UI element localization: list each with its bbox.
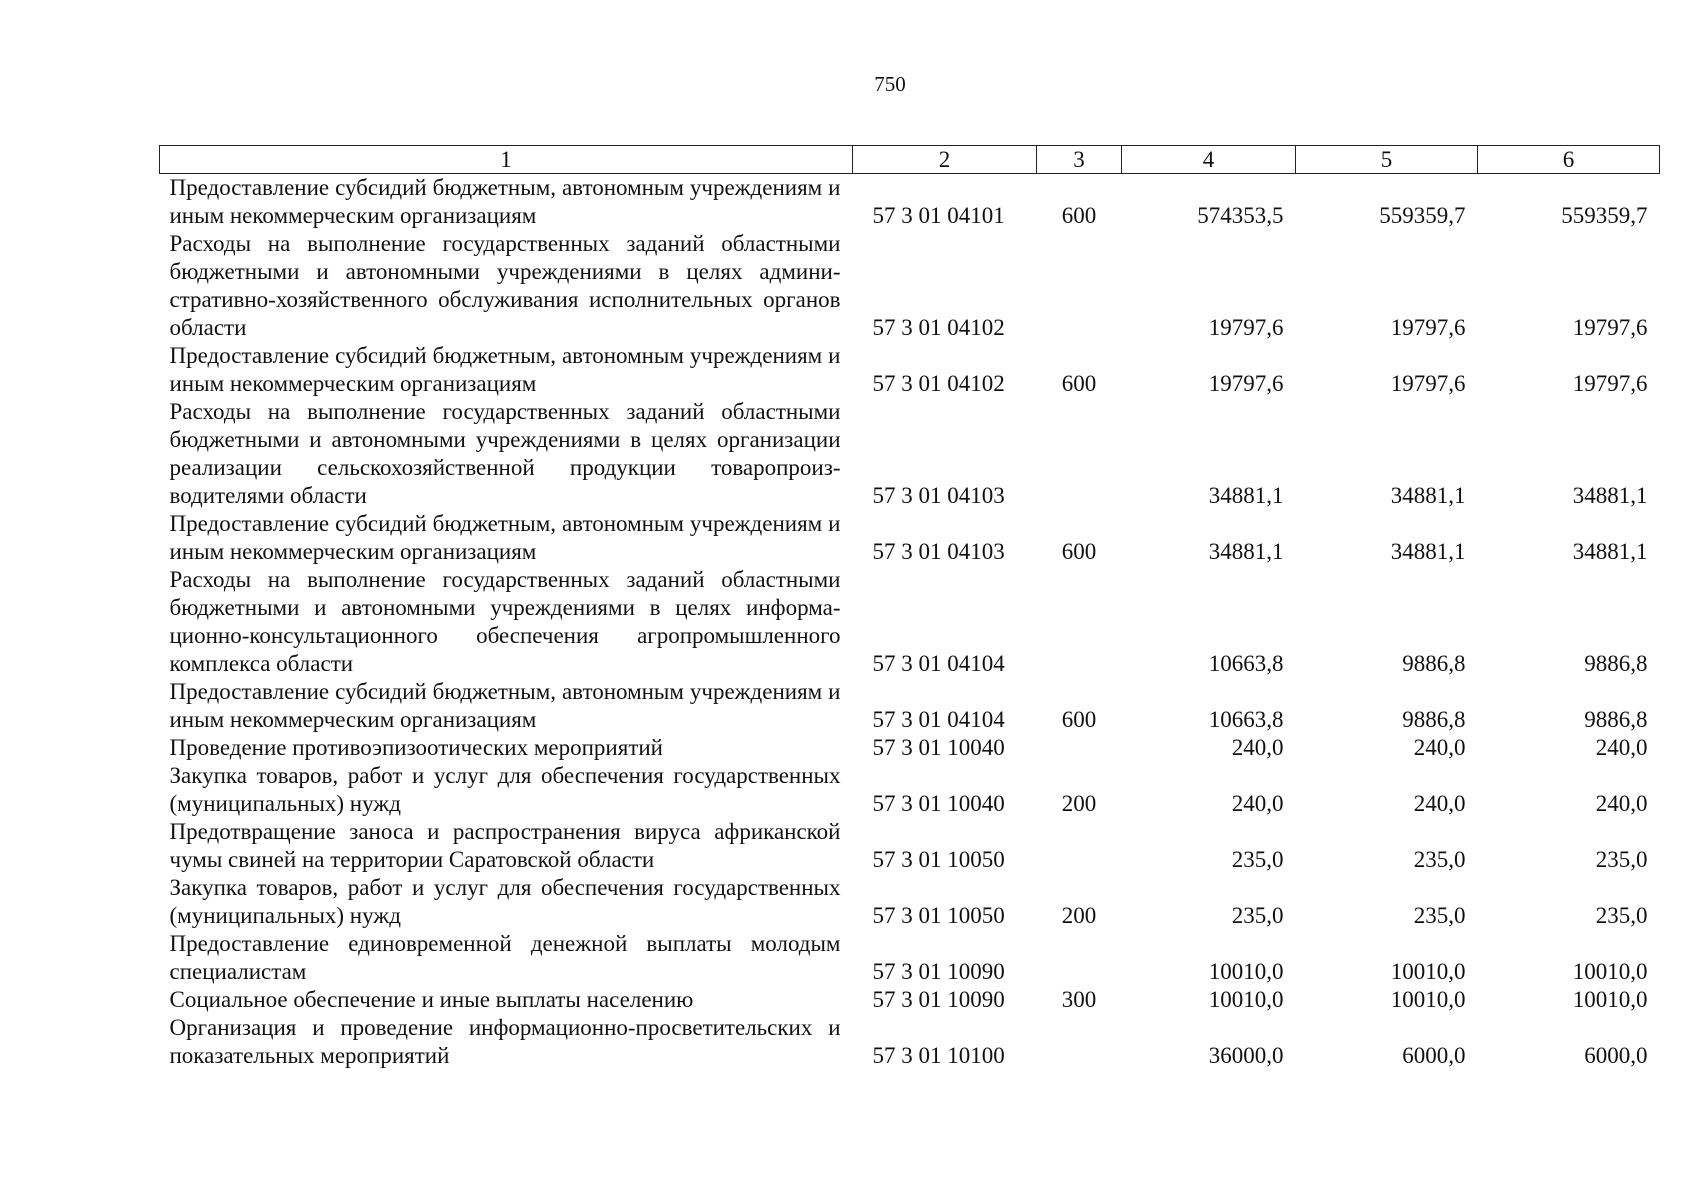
expense-type [1037,230,1122,342]
amount-col-4: 34881,1 [1208,539,1284,564]
amount-col-6: 6000,0 [1584,1043,1648,1068]
table-row [160,566,1660,678]
expense-name: Закупка товаров, работ и услуг для обеспечения государственных (муниципальных) нужд [169,763,841,816]
expense-name: Предоставление субсидий бюджетным, автономным учреждениям и иным некоммерческим организациям [169,175,841,228]
page-number: 750 [874,72,906,96]
table-row [160,818,1660,874]
expense-name: Предоставление единовременной денежной выплаты молодым специалистам [169,931,841,984]
amount-col-6: 240,0 [1595,735,1648,760]
expense-name: Предотвращение заноса и распространения вируса африканской чумы свиней на территории Саратовской области [169,819,841,872]
amount-col-4: 235,0 [1231,903,1284,928]
amount-col-6: 235,0 [1595,903,1648,928]
amount-col-4: 574353,5 [1197,203,1284,228]
table-row [160,398,1660,510]
expense-name: Предоставление субсидий бюджетным, автономным учреждениям и иным некоммерческим организациям [169,511,841,564]
amount-col-6: 19797,6 [1572,371,1648,396]
table-row [160,678,1660,734]
amount-col-6: 10010,0 [1572,987,1648,1012]
table-row [160,874,1660,930]
budget-code: 57 3 01 04102 [872,371,1005,396]
amount-col-4: 10010,0 [1208,959,1284,984]
expense-name: Проведение противоэпизоотических мероприятий [169,735,663,760]
column-header-6: 6 [1478,146,1660,174]
amount-col-4: 34881,1 [1208,483,1284,508]
column-header-4: 4 [1122,146,1296,174]
amount-col-4: 19797,6 [1208,371,1284,396]
budget-code: 57 3 01 04103 [872,483,1005,508]
expense-name: Расходы на выполнение государственных заданий областными бюджетными и автономными учреждениями в целях административно-хозяйственного обслуживания исполнительных органов области [169,231,841,340]
amount-col-6: 559359,7 [1561,203,1648,228]
amount-col-4: 240,0 [1231,735,1284,760]
amount-col-6: 240,0 [1595,791,1648,816]
budget-code: 57 3 01 10050 [872,847,1005,872]
table-row [160,510,1660,566]
amount-col-5: 9886,8 [1402,651,1466,676]
amount-col-6: 9886,8 [1584,651,1648,676]
column-header-5: 5 [1296,146,1478,174]
amount-col-6: 34881,1 [1572,483,1648,508]
amount-col-4: 235,0 [1231,847,1284,872]
table-row [160,1014,1660,1070]
table-row [160,174,1660,231]
budget-code: 57 3 01 04104 [872,651,1005,676]
amount-col-5: 6000,0 [1402,1043,1466,1068]
amount-col-5: 235,0 [1413,847,1466,872]
budget-code: 57 3 01 10040 [872,791,1005,816]
expense-name: Расходы на выполнение государственных заданий областными бюджетными и автономными учреждениями в целях информационно-консультационного обеспечения агропромышленного комплекса области [169,567,841,676]
amount-col-5: 240,0 [1413,791,1466,816]
amount-col-6: 9886,8 [1584,707,1648,732]
table-row [160,762,1660,818]
amount-col-5: 559359,7 [1379,203,1466,228]
expense-type: 600 [1061,203,1097,228]
amount-col-4: 10010,0 [1208,987,1284,1012]
amount-col-6: 19797,6 [1572,315,1648,340]
budget-code: 57 3 01 10040 [872,735,1005,760]
expense-type [1037,566,1122,678]
table-row [160,986,1660,1014]
expense-name: Организация и проведение информационно-просветительских и показательных мероприятий [169,1015,841,1068]
header-row [160,146,1660,174]
expense-type: 600 [1061,707,1097,732]
budget-code: 57 3 01 10050 [872,903,1005,928]
amount-col-5: 10010,0 [1390,987,1466,1012]
amount-col-6: 34881,1 [1572,539,1648,564]
expense-name: Предоставление субсидий бюджетным, автономным учреждениям и иным некоммерческим организациям [169,679,841,732]
table-row [160,734,1660,762]
amount-col-4: 10663,8 [1208,707,1284,732]
table-header [160,146,1660,174]
expense-name: Социальное обеспечение и иные выплаты населению [169,987,694,1012]
expense-type [1037,734,1122,762]
amount-col-5: 19797,6 [1390,371,1466,396]
budget-code: 57 3 01 10100 [872,1043,1005,1068]
expense-type [1037,818,1122,874]
amount-col-5: 19797,6 [1390,315,1466,340]
amount-col-5: 9886,8 [1402,707,1466,732]
column-header-2: 2 [853,146,1037,174]
expense-type: 200 [1061,903,1097,928]
expense-type: 200 [1061,791,1097,816]
amount-col-4: 36000,0 [1208,1043,1284,1068]
budget-code: 57 3 01 10090 [872,959,1005,984]
budget-code: 57 3 01 04101 [872,203,1005,228]
column-header-3: 3 [1037,146,1122,174]
budget-code: 57 3 01 04102 [872,315,1005,340]
amount-col-5: 10010,0 [1390,959,1466,984]
table-row [160,930,1660,986]
expense-name: Расходы на выполнение государственных заданий областными бюджетными и автономными учреждениями в целях организации реализации сельскохозяйственной продукции товаропроизводителями области [169,399,841,508]
budget-code: 57 3 01 10090 [872,987,1005,1012]
amount-col-5: 34881,1 [1390,539,1466,564]
table-body [160,174,1660,1071]
budget-table [159,145,1660,1070]
amount-col-5: 235,0 [1413,903,1466,928]
expense-name: Предоставление субсидий бюджетным, автономным учреждениям и иным некоммерческим организациям [169,343,841,396]
amount-col-5: 240,0 [1413,735,1466,760]
expense-type [1037,930,1122,986]
amount-col-5: 34881,1 [1390,483,1466,508]
amount-col-6: 10010,0 [1572,959,1648,984]
column-header-1: 1 [160,146,853,174]
table-row [160,342,1660,398]
expense-name: Закупка товаров, работ и услуг для обеспечения государственных (муниципальных) нужд [169,875,841,928]
amount-col-4: 240,0 [1231,791,1284,816]
expense-type [1037,398,1122,510]
budget-code: 57 3 01 04104 [872,707,1005,732]
expense-type: 600 [1061,371,1097,396]
expense-type [1037,1014,1122,1070]
amount-col-6: 235,0 [1595,847,1648,872]
expense-type: 600 [1061,539,1097,564]
amount-col-4: 19797,6 [1208,315,1284,340]
budget-code: 57 3 01 04103 [872,539,1005,564]
expense-type: 300 [1061,987,1097,1012]
amount-col-4: 10663,8 [1208,651,1284,676]
table-row [160,230,1660,342]
